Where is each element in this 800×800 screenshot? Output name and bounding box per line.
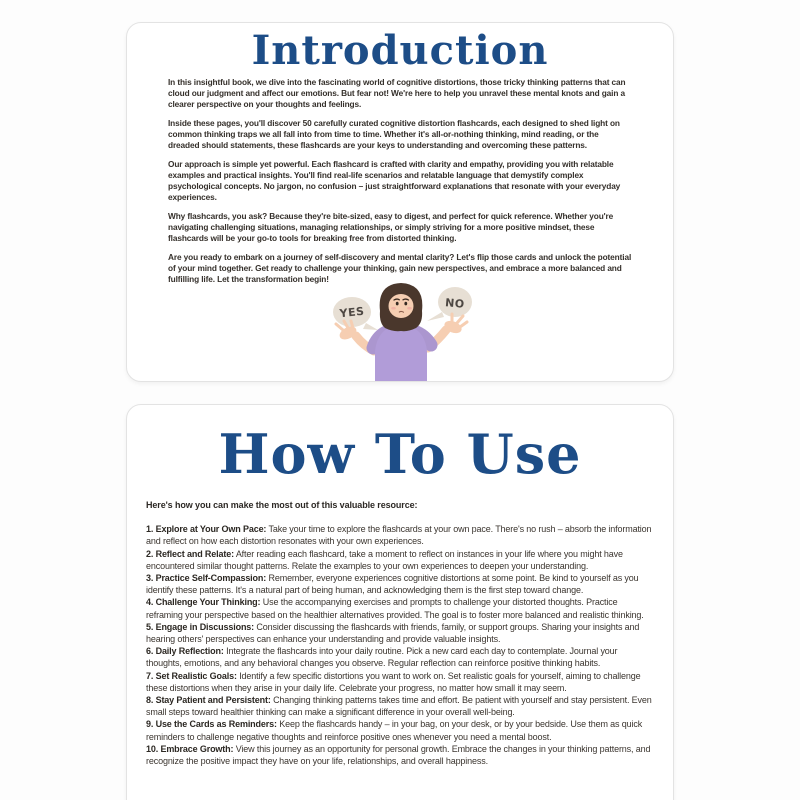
- intro-paragraph-5: Are you ready to embark on a journey of self-discovery and mental clarity? Let's flip those cards and unlock the potential of your mind together. Get ready to challenge your thinking, gain new perspectives, and embrace a more balanced and fulfilling life. Let the transformation begin!: [168, 252, 632, 284]
- yes-speech-bubble: [333, 297, 378, 330]
- howto-item-4-label: 4. Challenge Your Thinking:: [146, 597, 261, 608]
- howto-item-1: [146, 523, 654, 547]
- document-page: [0, 22, 800, 800]
- howto-card: [126, 404, 674, 800]
- intro-body: [168, 77, 632, 285]
- howto-item-5: [146, 621, 654, 645]
- howto-item-10-label: 10. Embrace Growth:: [146, 743, 234, 754]
- howto-item-7-label: 7. Set Realistic Goals:: [146, 670, 237, 681]
- howto-item-9: [146, 718, 654, 742]
- yes-bubble-text: YES: [338, 304, 366, 321]
- howto-item-10-text: View this journey as an opportunity for personal growth. Embrace the changes in your thinking patterns, and recognize the positive impact they have on your life, relationships, and overall happiness.: [146, 743, 651, 766]
- howto-item-3: [146, 572, 654, 596]
- howto-page-title: How To Use: [218, 422, 582, 486]
- howto-item-8-text: Changing thinking patterns takes time and effort. Be patient with yourself and stay persistent. Even small steps toward healthier thinking can make a significant difference in your overall well-being.: [146, 694, 652, 718]
- howto-item-3-text: Remember, everyone experiences cognitive distortions at some point. Be kind to yourself as you identify these patterns. It's a natural part of being human, and acknowledging them is the first step toward change.: [146, 572, 639, 596]
- howto-item-5-text: Consider discussing the flashcards with friends, family, or support groups. Sharing your insights and hearing others' perspectives can enhance your understanding and provide valuable insights.: [146, 621, 640, 644]
- howto-item-6-text: Integrate the flashcards into your daily routine. Pick a new card each day to contemplate. Journal your thoughts, emotions, and any behavioral changes you observe. Regular reflection can reinforce positive thinking habits.: [146, 646, 618, 669]
- confused-woman-illustration: [314, 279, 486, 382]
- howto-item-5-label: 5. Engage in Discussions:: [146, 621, 255, 632]
- intro-paragraph-4: Why flashcards, you ask? Because they're bite-sized, easy to digest, and perfect for quick reference. Whether you're navigating challenging situations, managing relationships, or simply striving for a more positive mindset, these flashcards will be your go-to tools for breaking free from distorted thinking.: [168, 211, 614, 243]
- intro-paragraph-3: Our approach is simple yet powerful. Each flashcard is crafted with clarity and empathy, providing you with relatable examples and practical insights. You'll find real-life scenarios and relatable language that demystify complex psychological concepts. No jargon, no confusion – just straightforward explanations that resonate with your everyday experiences.: [168, 159, 621, 202]
- intro-card: [126, 22, 674, 382]
- howto-lead: Here's how you can make the most out of this valuable resource:: [146, 500, 418, 511]
- intro-page-title: Introduction: [251, 27, 549, 74]
- howto-item-7-text: Identify a few specific distortions you want to work on. Set realistic goals for yourself, aiming to challenge these distortions when they arise in your daily life. Celebrate your progress, no matter how small it may seem.: [146, 670, 641, 693]
- howto-item-8: [146, 694, 654, 718]
- intro-paragraph-1: In this insightful book, we dive into the fascinating world of cognitive distortions, those tricky thinking patterns that can cloud our judgment and affect our emotions. But fear not! We're here to help you unravel these mental knots and gain a clearer perspective on your thoughts and feelings.: [168, 77, 626, 109]
- howto-list: [146, 523, 654, 767]
- left-blush: [391, 307, 396, 310]
- howto-item-10: [146, 743, 654, 767]
- howto-item-9-label: 9. Use the Cards as Reminders:: [146, 719, 277, 730]
- no-speech-bubble: [427, 287, 472, 321]
- howto-item-3-label: 3. Practice Self-Compassion:: [146, 572, 267, 583]
- howto-item-1-text: Take your time to explore the flashcards at your own pace. There's no rush – absorb the information and reflect on how each distortion resonates with your own experiences.: [146, 524, 652, 547]
- page-body: [0, 22, 800, 800]
- howto-item-8-label: 8. Stay Patient and Persistent:: [146, 694, 271, 705]
- howto-item-6-label: 6. Daily Reflection:: [146, 646, 224, 657]
- howto-item-1-label: 1. Explore at Your Own Pace:: [146, 524, 267, 535]
- howto-item-6: [146, 645, 654, 669]
- howto-item-4-text: Use the accompanying exercises and prompts to challenge your distorted thoughts. Practice reframing your perspective based on the healthier alternatives provided. The goal is to foster more balanced and realistic thinking.: [146, 597, 644, 620]
- right-blush: [407, 307, 412, 310]
- no-bubble-text: NO: [444, 296, 466, 311]
- howto-item-2: [146, 548, 654, 572]
- howto-item-9-text: Keep the flashcards handy – in your bag, on your desk, or by your bedside. Use them as quick reminders to challenge negative thoughts and reinforce positive ones whenever you need a mental boost.: [146, 719, 643, 742]
- intro-paragraph-2: Inside these pages, you'll discover 50 carefully curated cognitive distortion flashcards, each designed to shed light on common thinking traps we all fall into from time to time. Whether it's all-or-nothing thinking, mind reading, or the dreaded should statements, these flashcards are your keys to understanding and overcoming these patterns.: [168, 118, 620, 150]
- howto-item-2-label: 2. Reflect and Relate:: [146, 548, 234, 559]
- face: [389, 294, 414, 318]
- right-eye: [404, 302, 407, 306]
- howto-item-4: [146, 596, 654, 620]
- illustration-container: [168, 279, 632, 382]
- howto-item-2-text: After reading each flashcard, take a moment to reflect on instances in your life where you might have encountered similar thought patterns. Relate the examples to your own experiences to deepen your understanding.: [146, 548, 623, 571]
- left-eye: [396, 302, 399, 306]
- howto-item-7: [146, 670, 654, 694]
